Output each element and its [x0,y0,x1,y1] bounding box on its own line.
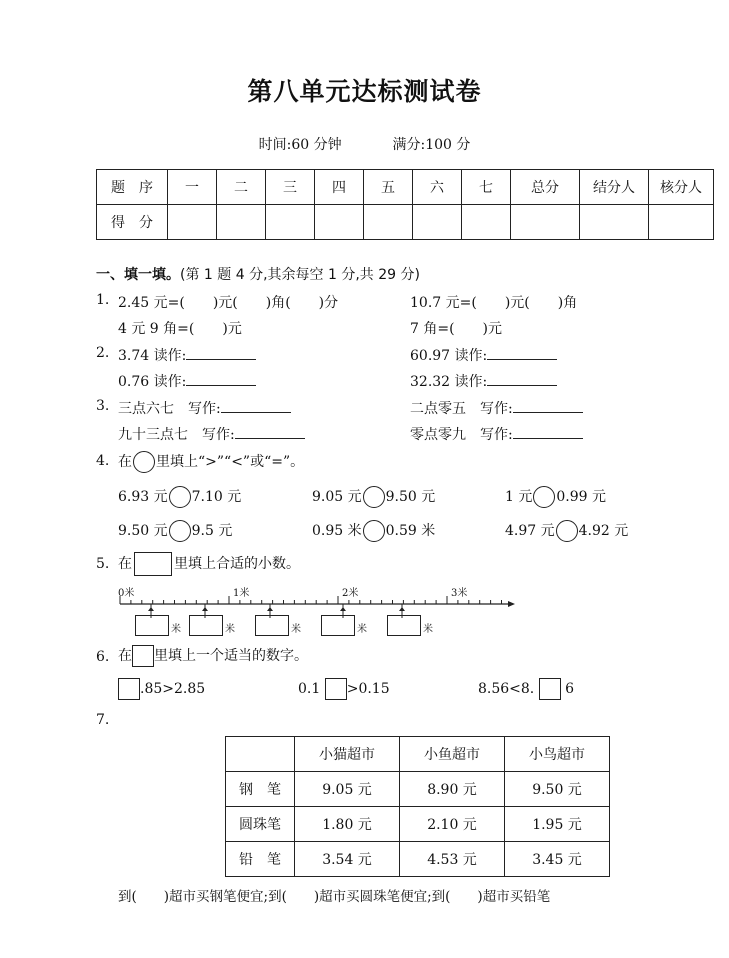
digit-box[interactable] [539,678,561,700]
q7-number: 7. [96,712,110,728]
item-name-cell: 圆珠笔 [226,807,295,842]
tick-label: 2米 [342,588,359,599]
q2-number: 2. [96,345,110,361]
answer-blank[interactable] [487,371,557,386]
q4-item: 4.97 元 4.92 元 [505,520,628,542]
score-cell[interactable] [511,205,580,240]
price-cell: 4.53 元 [400,842,505,877]
compare-circle[interactable] [169,486,191,508]
score-cell[interactable] [580,205,649,240]
price-cell: 1.80 元 [295,807,400,842]
score-row-label: 得 分 [97,205,168,240]
compare-circle[interactable] [556,520,578,542]
q6-stem: 在 里填上一个适当的数字。 [118,645,308,667]
unit-label: 米 [171,624,181,635]
answer-blank[interactable] [186,345,256,360]
price-table [225,736,610,877]
q3-item-a: 三点六七 写作: [118,398,291,418]
answer-blank[interactable] [487,345,557,360]
q6-item-c: 8.56<8. 6 [478,678,574,700]
q2-item-b: 60.97 读作: [410,345,557,365]
answer-blank[interactable] [513,424,583,439]
q1-item-c: 4 元 9 角=( )元 [118,321,242,337]
tick-label: 3米 [451,588,468,599]
q1-item-a: 2.45 元=( )元( )角( )分 [118,295,339,311]
score-header-cell: 结分人 [580,170,649,205]
compare-circle[interactable] [533,486,555,508]
number-line-answer-box[interactable] [135,615,169,636]
q1-item-d: 7 角=( )元 [410,321,503,337]
q6-item-b: 0.1 >0.15 [298,678,390,700]
score-header-cell: 三 [266,170,315,205]
q2-item-c: 0.76 读作: [118,371,256,391]
number-line-answer-box[interactable] [387,615,421,636]
circle-icon [133,451,155,473]
item-name-cell: 钢 笔 [226,772,295,807]
q4-item: 0.95 米 0.59 米 [312,520,435,542]
price-cell: 9.05 元 [295,772,400,807]
q4-number: 4. [96,453,110,469]
score-cell[interactable] [168,205,217,240]
score-header-cell: 核分人 [649,170,714,205]
price-header-cell: 小鸟超市 [505,737,610,772]
price-header-cell [226,737,295,772]
number-line-answer-box[interactable] [189,615,223,636]
q2-item-d: 32.32 读作: [410,371,557,391]
score-header-cell: 七 [462,170,511,205]
page-title: 第八单元达标测试卷 [247,77,482,106]
score-cell[interactable] [413,205,462,240]
q3-number: 3. [96,398,110,414]
answer-blank[interactable] [221,398,291,413]
time-label: 时间:60 分钟 [258,137,342,153]
q5-stem: 在 里填上合适的小数。 [118,552,300,576]
score-cell[interactable] [217,205,266,240]
q7-answer-line: 到( )超市买钢笔便宜;到( )超市买圆珠笔便宜;到( )超市买铅笔 [118,889,551,905]
price-cell: 3.54 元 [295,842,400,877]
score-table [96,169,714,240]
score-header-cell: 一 [168,170,217,205]
compare-circle[interactable] [363,486,385,508]
number-line-answer-box[interactable] [255,615,289,636]
unit-label: 米 [291,624,301,635]
exam-info [0,134,729,154]
score-cell[interactable] [462,205,511,240]
score-cell[interactable] [364,205,413,240]
digit-box[interactable] [325,678,347,700]
section-heading [96,264,420,284]
compare-circle[interactable] [169,520,191,542]
price-cell: 8.90 元 [400,772,505,807]
q4-item: 6.93 元 7.10 元 [118,486,241,508]
score-header-cell: 题 序 [97,170,168,205]
score-table-score-row [97,205,714,240]
q5-number: 5. [96,556,110,572]
q4-item: 9.05 元 9.50 元 [312,486,435,508]
price-cell: 1.95 元 [505,807,610,842]
q3-item-b: 二点零五 写作: [410,398,583,418]
answer-blank[interactable] [513,398,583,413]
number-line-answer-box[interactable] [321,615,355,636]
compare-circle[interactable] [363,520,385,542]
box-icon [132,645,154,667]
answer-blank[interactable] [235,424,305,439]
q3-item-c: 九十三点七 写作: [118,424,305,444]
q2-item-a: 3.74 读作: [118,345,256,365]
score-cell[interactable] [649,205,714,240]
score-header-cell: 五 [364,170,413,205]
score-cell[interactable] [266,205,315,240]
q3-item-d: 零点零九 写作: [410,424,583,444]
price-header-cell: 小鱼超市 [400,737,505,772]
price-table-header [226,737,610,772]
price-table-row [226,772,610,807]
q4-item: 1 元 0.99 元 [505,486,606,508]
price-table-row [226,807,610,842]
price-cell: 9.50 元 [505,772,610,807]
unit-label: 米 [423,624,433,635]
full-score-label: 满分:100 分 [392,137,471,153]
section-note: (第 1 题 4 分,其余每空 1 分,共 29 分) [180,267,420,283]
price-header-cell: 小猫超市 [295,737,400,772]
digit-box[interactable] [118,678,140,700]
price-cell: 2.10 元 [400,807,505,842]
tick-label: 1米 [233,588,250,599]
q1-item-b: 10.7 元=( )元( )角 [410,295,578,311]
unit-label: 米 [357,624,367,635]
price-cell: 3.45 元 [505,842,610,877]
q6-number: 6. [96,649,110,665]
score-header-cell: 四 [315,170,364,205]
q4-stem: 在 里填上“>”“<”或“=”。 [118,451,304,473]
q1-number: 1. [96,292,110,308]
q6-item-a: .85>2.85 [118,678,205,700]
unit-label: 米 [225,624,235,635]
score-header-cell: 总分 [511,170,580,205]
q4-item: 9.50 元 9.5 元 [118,520,232,542]
price-table-row [226,842,610,877]
section-title: 一、填一填。 [96,267,180,283]
score-header-cell: 二 [217,170,266,205]
score-cell[interactable] [315,205,364,240]
score-table-header-row [97,170,714,205]
item-name-cell: 铅 笔 [226,842,295,877]
tick-label: 0米 [118,588,135,599]
score-header-cell: 六 [413,170,462,205]
answer-blank[interactable] [186,371,256,386]
box-icon [134,552,172,576]
